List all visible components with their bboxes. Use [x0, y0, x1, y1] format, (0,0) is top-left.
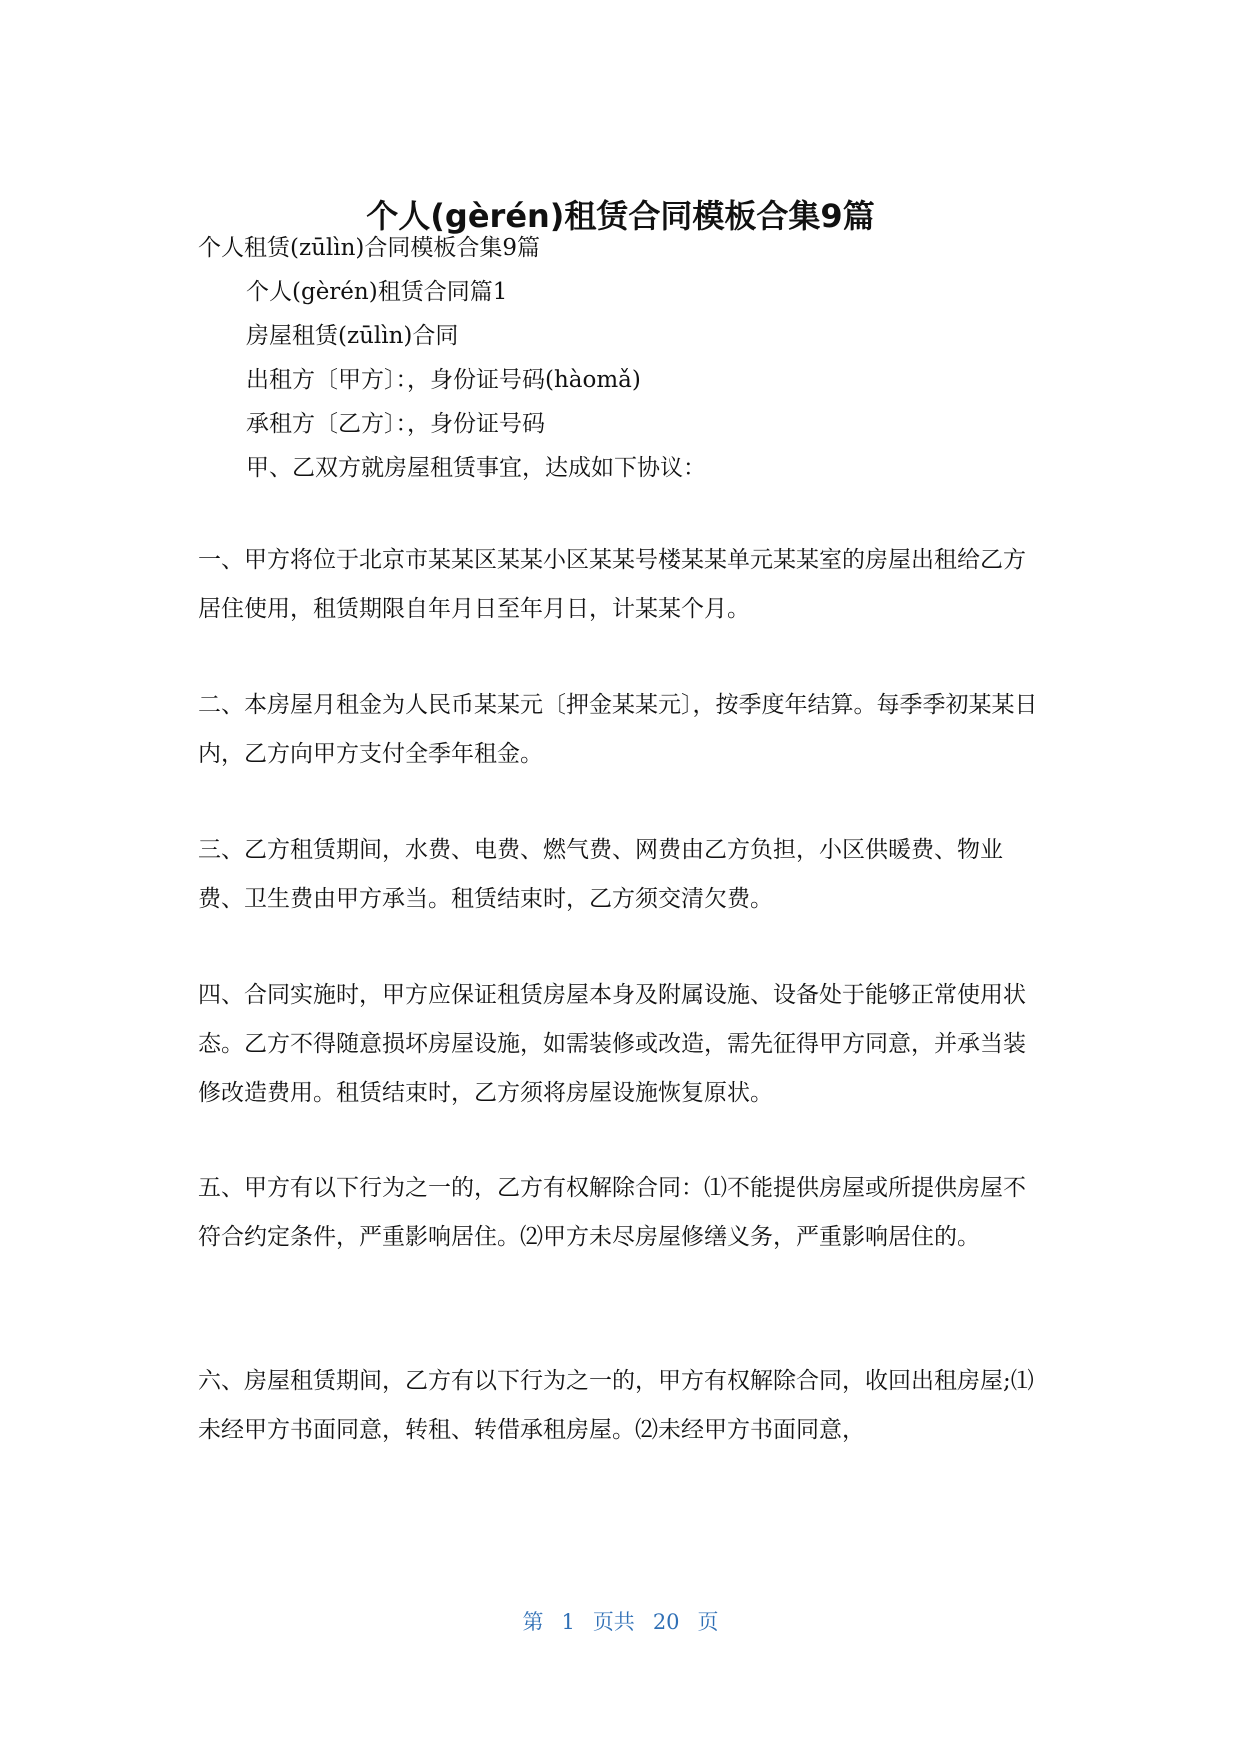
clause-paragraph: 三、乙方租赁期间，水费、电费、燃气费、网费由乙方负担，小区供暖费、物业费、卫生费由甲方承当。租赁结束时，乙方须交清欠费。: [198, 837, 1003, 912]
heading-line: 甲、乙双方就房屋租赁事宜，达成如下协议：: [246, 455, 706, 481]
footer-middle: 页共: [592, 1610, 635, 1634]
document-subtitle: 个人租赁(zūlìn)合同模板合集9篇: [198, 235, 541, 261]
footer-prefix: 第: [522, 1610, 544, 1634]
document-title: 个人(gèrén)租赁合同模板合集9篇: [366, 197, 875, 235]
clause-paragraph: 六、房屋租赁期间，乙方有以下行为之一的，甲方有权解除合同，收回出租房屋;⑴未经甲方书面同意，转租、转借承租房屋。⑵未经甲方书面同意，: [198, 1368, 1034, 1443]
clause-paragraph: 一、甲方将位于北京市某某区某某小区某某号楼某某单元某某室的房屋出租给乙方居住使用，租赁期限自年月日至年月日，计某某个月。: [198, 547, 1026, 622]
heading-line: 承租方〔乙方〕：，身份证号码: [246, 411, 545, 437]
clause-paragraph: 四、合同实施时，甲方应保证租赁房屋本身及附属设施、设备处于能够正常使用状态。乙方不得随意损坏房屋设施，如需装修或改造，需先征得甲方同意，并承当装修改造费用。租赁结束时，乙方须将房屋设施恢复原状。: [198, 982, 1026, 1106]
clause-paragraph: 五、甲方有以下行为之一的，乙方有权解除合同：⑴不能提供房屋或所提供房屋不符合约定条件，严重影响居住。⑵甲方未尽房屋修缮义务，严重影响居住的。: [198, 1175, 1026, 1250]
page-footer: [0, 1608, 1241, 1636]
footer-total-pages: 20: [652, 1610, 680, 1634]
footer-suffix: 页: [697, 1610, 719, 1634]
heading-line: 房屋租赁(zūlìn)合同: [246, 323, 459, 349]
heading-line: 出租方〔甲方〕：，身份证号码(hàomǎ): [246, 367, 641, 393]
clause-paragraph: 二、本房屋月租金为人民币某某元〔押金某某元〕，按季度年结算。每季季初某某日内，乙方向甲方支付全季年租金。: [198, 692, 1038, 767]
heading-line: 个人(gèrén)租赁合同篇1: [246, 279, 508, 305]
footer-page-number: 1: [561, 1610, 575, 1634]
